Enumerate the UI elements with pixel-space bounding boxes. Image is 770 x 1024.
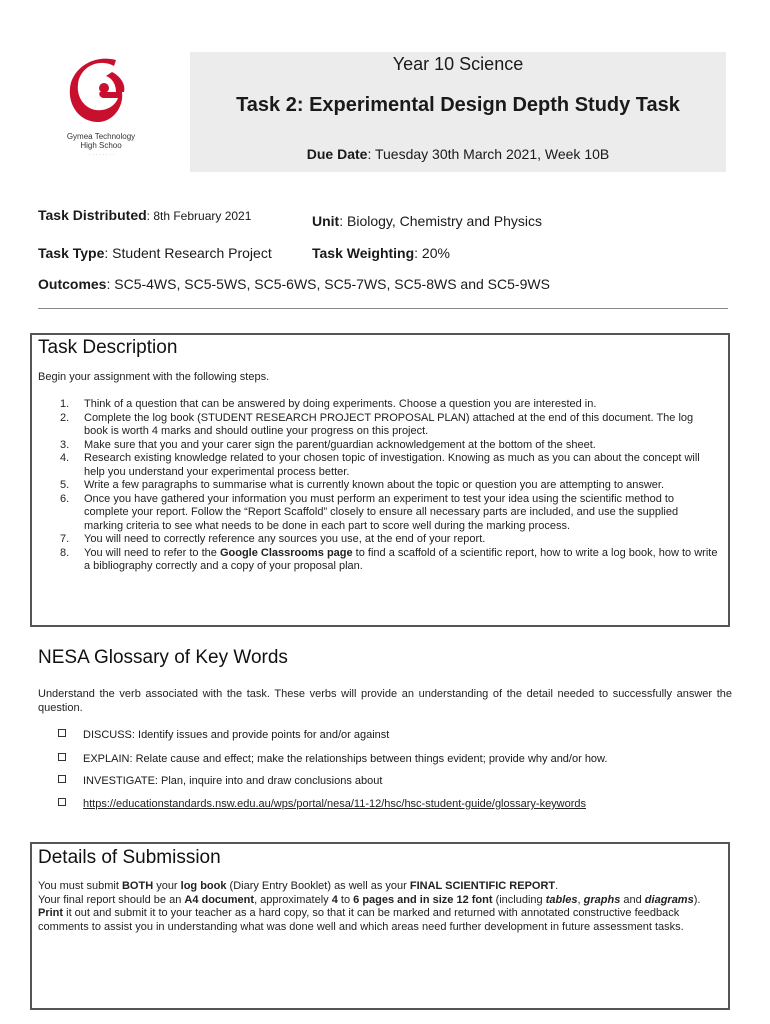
task-description-section	[30, 333, 730, 627]
glossary-item-investigate: INVESTIGATE: Plan, inquire into and draw conclusions about	[58, 775, 382, 787]
task-outcomes: Outcomes: SC5-4WS, SC5-5WS, SC5-6WS, SC5-7WS, SC5-8WS and SC5-9WS	[38, 276, 550, 292]
glossary-item-link	[58, 798, 586, 810]
task-type: Task Type: Student Research Project	[38, 245, 272, 261]
step-item: 7. You will need to correctly reference any sources you use, at the end of your report.	[60, 533, 486, 545]
glossary-item-discuss: DISCUSS: Identify issues and provide points for and/or against	[58, 729, 389, 741]
google-classrooms-ref: Google Classrooms page	[219, 546, 353, 559]
task-weighting: Task Weighting: 20%	[312, 245, 450, 261]
submission-p1: You must submit BOTH your log book (Diary Entry Booklet) as well as your FINAL SCIENTIFIC REPORT.	[38, 880, 559, 892]
step-item: 8. You will need to refer to the Google Classrooms page to find a scaffold of a scientific report, how to write a log book, how to write a bibliography correctly and a copy of your proposal plan.	[60, 546, 718, 572]
glossary-item-explain: EXPLAIN: Relate cause and effect; make the relationships between things evident; provide why and/or how.	[58, 753, 607, 765]
divider	[38, 308, 728, 309]
glossary-intro: Understand the verb associated with the task. These verbs will provide an understanding of the detail needed to successfully answer the question.	[38, 688, 732, 714]
checkbox-icon	[58, 729, 66, 737]
checkbox-icon	[58, 753, 66, 761]
task-distributed: Task Distributed: 8th February 2021	[38, 207, 252, 223]
task-description-intro: Begin your assignment with the following steps.	[38, 371, 270, 383]
step-item: 4. Research existing knowledge related to your chosen topic of investigation. Knowing as much as you can about the concept will help you understand your experimental process better.	[60, 452, 700, 478]
glossary-link[interactable]: https://educationstandards.nsw.edu.au/wps/portal/nesa/11-12/hsc/hsc-student-guide/glossary-keywords	[83, 798, 587, 810]
checkbox-icon	[58, 798, 66, 806]
checkbox-icon	[58, 775, 66, 783]
document-header	[190, 52, 726, 172]
steps-list	[38, 398, 720, 574]
submission-title: Details of Submission	[38, 847, 221, 868]
school-name: Gymea Technology High Schoo	[66, 132, 136, 150]
school-logo	[42, 52, 182, 172]
submission-p3: Print it out and submit it to your teacher as a hard copy, so that it can be marked and returned with annotated constructive feedback comments to assist you in understanding what was done well and which areas need further development in future assessment tasks.	[38, 907, 684, 933]
step-item: 2. Complete the log book (STUDENT RESEARCH PROJECT PROPOSAL PLAN) attached at the end of this document. The log book is worth 4 marks and should outline your progress on this project.	[60, 411, 694, 437]
glossary-title: NESA Glossary of Key Words	[38, 647, 288, 668]
submission-section	[30, 842, 730, 1010]
school-logo-mark	[42, 52, 162, 132]
school-tagline: · · · · · · · ·	[89, 152, 115, 157]
step-item: 3. Make sure that you and your carer sign the parent/guardian acknowledgement at the bottom of the sheet.	[60, 438, 596, 451]
submission-p2: Your final report should be an A4 document, approximately 4 to 6 pages and in size 12 font (including tables, graphs and diagrams).	[38, 893, 701, 906]
step-item: 6. Once you have gathered your information you must perform an experiment to test your idea using the scientific method to complete your report. Follow the “Report Scaffold” closely to ensure all necessary parts are included, and use the supplied marking criteria to see what needs to be done in each part to score well during the marking process.	[60, 492, 679, 532]
submission-body	[38, 880, 724, 934]
task-title: Task 2: Experimental Design Depth Study Task	[236, 94, 680, 116]
due-date: Due Date: Tuesday 30th March 2021, Week 10B	[306, 146, 610, 162]
course-year: Year 10 Science	[392, 54, 524, 74]
step-item: 5. Write a few paragraphs to summarise what is currently known about the topic or question you are attempting to answer.	[60, 479, 665, 491]
task-unit: Unit: Biology, Chemistry and Physics	[312, 213, 543, 229]
task-description-title: Task Description	[38, 337, 178, 358]
step-item: 1. Think of a question that can be answered by doing experiments. Choose a question you are interested in.	[60, 398, 597, 410]
